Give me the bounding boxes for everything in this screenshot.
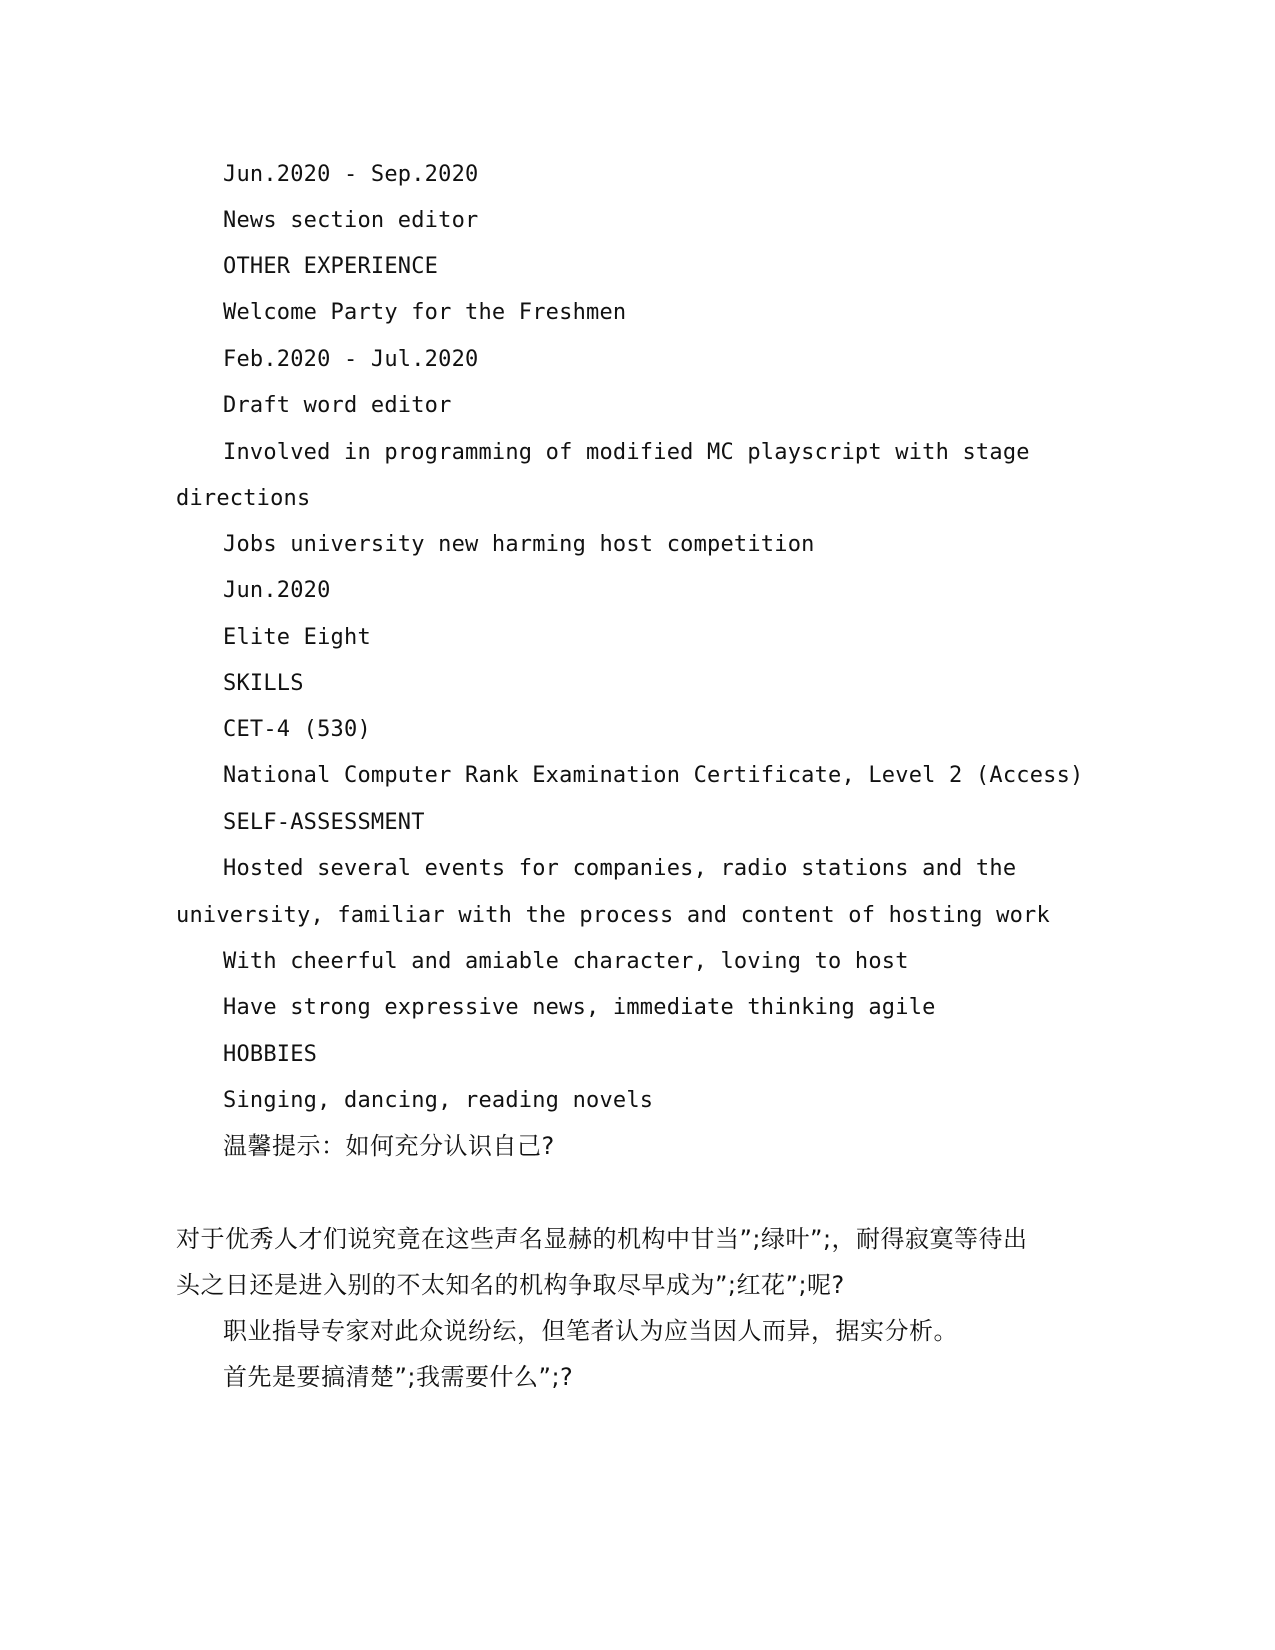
paragraph-line: 对于优秀人才们说究竟在这些声名显赫的机构中甘当”;绿叶”;，耐得寂寞等待出 [176, 1225, 1028, 1253]
hobbies-line: Singing, dancing, reading novels [223, 1088, 654, 1113]
assessment-line: Have strong expressive news, immediate thinking agile [223, 995, 936, 1020]
section-heading-other-experience: OTHER EXPERIENCE [223, 254, 439, 279]
paragraph-line: 首先是要搞清楚”;我需要什么”;? [223, 1363, 574, 1391]
role-line: Draft word editor [223, 393, 452, 418]
assessment-continuation-line: university, familiar with the process and content of hosting work [176, 903, 1050, 928]
skill-line: National Computer Rank Examination Certificate, Level 2 (Access) [223, 763, 1084, 788]
role-line: News section editor [223, 208, 479, 233]
paragraph-line: 职业指导专家对此众说纷纭，但笔者认为应当因人而异，据实分析。 [223, 1317, 958, 1345]
date-range-line: Jun.2020 - Sep.2020 [223, 162, 479, 187]
date-line: Jun.2020 [223, 578, 331, 603]
description-continuation-line: directions [176, 486, 311, 511]
paragraph-continuation-line: 头之日还是进入别的不太知名的机构争取尽早成为”;红花”;呢? [176, 1271, 845, 1299]
assessment-line: With cheerful and amiable character, loving to host [223, 949, 909, 974]
award-line: Elite Eight [223, 625, 371, 650]
event-line: Welcome Party for the Freshmen [223, 300, 627, 325]
tip-heading: 温馨提示：如何充分认识自己? [223, 1132, 555, 1160]
date-range-line: Feb.2020 - Jul.2020 [223, 347, 479, 372]
section-heading-hobbies: HOBBIES [223, 1042, 318, 1067]
assessment-line: Hosted several events for companies, radio stations and the [223, 856, 1017, 881]
description-line: Involved in programming of modified MC playscript with stage [223, 440, 1030, 465]
section-heading-skills: SKILLS [223, 671, 304, 696]
event-line: Jobs university new harming host competition [223, 532, 815, 557]
skill-line: CET-4 (530) [223, 717, 371, 742]
section-heading-self-assessment: SELF-ASSESSMENT [223, 810, 425, 835]
